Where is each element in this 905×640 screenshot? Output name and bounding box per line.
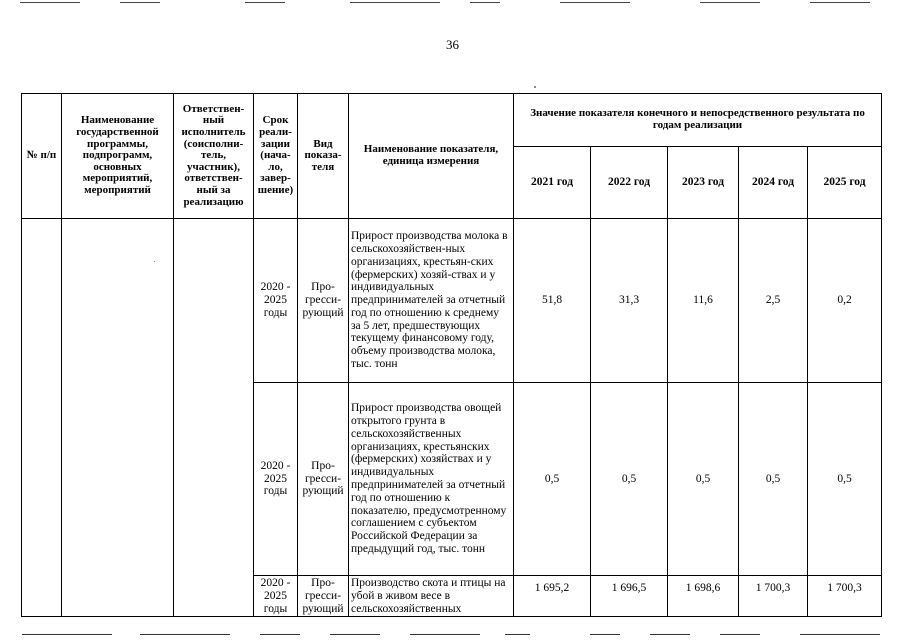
header-year-2021: 2021 год xyxy=(514,147,591,219)
table-row xyxy=(22,219,882,383)
header-values-group: Значение показателя конечного и непосредственного результата по годам реализации xyxy=(514,94,882,147)
cell-num xyxy=(22,219,62,617)
header-year-2023: 2023 год xyxy=(668,147,739,219)
cell-value-2021: 0,5 xyxy=(514,383,591,576)
header-executor: Ответствен-ный исполнитель (соисполни-тель, участник), ответствен-ный за реализацию xyxy=(174,94,254,219)
cell-value-2023: 11,6 xyxy=(668,219,739,383)
cell-indicator: Прирост производства молока в сельскохозяйствен-ных организациях, крестьян-ских (фермерских) хозяй-ствах и у индивидуальных предпринимателей за отчетный год по отношению к среднему за 5 лет, предшествующих текущему финансовому году, объему производства молока, тыс. тонн xyxy=(349,219,514,383)
top-scan-rule xyxy=(0,0,905,6)
cell-value-2024: 0,5 xyxy=(739,383,808,576)
header-year-2022: 2022 год xyxy=(591,147,668,219)
cell-executor xyxy=(174,219,254,617)
header-term: Срок реали-зации (нача-ло, завер-шение) xyxy=(254,94,298,219)
header-kind: Вид показа-теля xyxy=(298,94,349,219)
header-num: № п/п xyxy=(22,94,62,219)
cell-term: 2020 - 2025 годы xyxy=(254,219,298,383)
cell-value-2022: 31,3 xyxy=(591,219,668,383)
page-number: 36 xyxy=(446,37,459,52)
cell-value-2022: 1 696,5 xyxy=(591,576,668,617)
cell-value-2025: 1 700,3 xyxy=(808,576,882,617)
cell-kind: Про-гресси-рующий xyxy=(298,383,349,576)
cell-indicator: Производство скота и птицы на убой в живом весе в сельскохозяйственных xyxy=(349,576,514,617)
header-program: Наименование государственной программы, подпрограмм, основных мероприятий, мероприятий xyxy=(62,94,174,219)
header-indicator: Наименование показателя, единица измерения xyxy=(349,94,514,219)
scan-speck xyxy=(534,86,536,88)
cell-value-2024: 1 700,3 xyxy=(739,576,808,617)
cell-value-2024: 2,5 xyxy=(739,219,808,383)
cell-term: 2020 - 2025 годы xyxy=(254,576,298,617)
bottom-scan-rule xyxy=(0,632,905,638)
cell-value-2025: 0,5 xyxy=(808,383,882,576)
header-year-2024: 2024 год xyxy=(739,147,808,219)
cell-kind: Про-гресси-рующий xyxy=(298,219,349,383)
header-year-2025: 2025 год xyxy=(808,147,882,219)
cell-value-2023: 0,5 xyxy=(668,383,739,576)
cell-kind: Про-гресси-рующий xyxy=(298,576,349,617)
cell-value-2025: 0,2 xyxy=(808,219,882,383)
cell-value-2021: 1 695,2 xyxy=(514,576,591,617)
indicator-table xyxy=(21,93,882,617)
cell-indicator: Прирост производства овощей открытого грунта в сельскохозяйственных организациях, крестьянских (фермерских) хозяйствах и у индивидуальных предпринимателей за отчетный год по отношению к показателю, предусмотренному соглашением с субъектом Российской Федерации за предыдущий год, тыс. тонн xyxy=(349,383,514,576)
cell-value-2022: 0,5 xyxy=(591,383,668,576)
cell-program xyxy=(62,219,174,617)
cell-term: 2020 - 2025 годы xyxy=(254,383,298,576)
cell-value-2023: 1 698,6 xyxy=(668,576,739,617)
cell-value-2021: 51,8 xyxy=(514,219,591,383)
